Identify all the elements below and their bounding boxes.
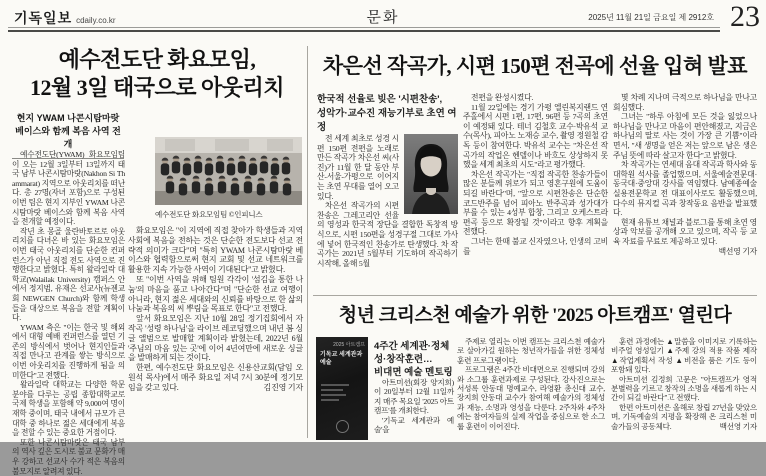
portrait-illustration xyxy=(404,134,458,214)
psalms-article-headline: 차은선 작곡가, 시편 150편 전곡에 선율 입혀 발표 xyxy=(322,54,748,78)
artcamp-article-headline: 청년 크리스천 예술가 위한 '2025 아트캠프' 열린다 xyxy=(338,305,732,326)
psalms-article-subhead xyxy=(317,93,459,135)
paragraph: 몇 차례 지나며 극적으로 하나님을 만나고 회심했다. xyxy=(613,93,757,112)
poster-title: 기독교 세계관과 예술 xyxy=(320,352,363,366)
paragraph: 아트미션 김정희 고문은 "아트캠프가 영적 분별력을 기르고 창작의 소명을 새롭게 하는 시간이 되길 바란다"고 전했다. xyxy=(611,374,757,403)
poster-logo-mark xyxy=(336,420,349,433)
paragraph: 아트미션(회장 양지희)이 20일부터 12월 11일까지 매주 목요일 '2025 아트캠프'를 개최한다. xyxy=(374,378,454,416)
site-url: cdaily.co.kr xyxy=(76,16,116,25)
subhead-line: 베이스와 함께 복음 사역 전개 xyxy=(15,126,121,149)
paragraph: 작년 초 몽골 울란바토르로 아웃리치를 다녀온 바 있는 화요모임은 이번 태국 아웃리치를 단순한 컨퍼런스가 아닌 직접 전도 사역으로 진행한다고 밝혔다. 특히 왈라일락 대학교(Walailak University) 캠퍼스 안에서 정지범, 유재은 선교사(뉴젠교회 NEWGEN Church)와 함께 학생들을 대상으로 복음을 전할 계획이다. xyxy=(12,226,125,323)
composer-portrait-photo xyxy=(404,134,458,214)
paragraph: 차은선 작곡가는 "직접 작곡한 찬송가들이 많은 분들께 위로가 되고 영혼구원에 도움이 되길 바란다"며, "앞으로 시편찬송은 단순한 코드반주를 넘어 피아노 반주곡과 성가대가 부를 수 있는 4성부 합창, 그리고 오케스트라 편곡 등으로 확장될 것"이라고 향후 계획을 전했다. xyxy=(463,169,608,237)
date-line: 2025년 11월 21일 금요일 제 2912호 xyxy=(588,13,714,22)
paragraph: 전 세계 최초로 성경 시편 150편 전편을 노래로 만든 작곡가 차은선 씨(사진)가 11월 한 달 동안 부산-서울-가평으로 이어지는 초연 무대를 열어 오고 있다. xyxy=(317,134,399,201)
paragraph: YWAM 측은 "이는 한국 및 해외에서 대형 예배 컨퍼런스를 열던 기존의 방식에서 벗어나 현지인들과 직접 만나고 관계를 쌓는 방식으로 이번 아웃리치를 진행하게 됨을 의미한다"고 전했다. xyxy=(12,322,125,380)
paragraph: 또한 나콘시탐마랏은 태국 남부의 역사 깊은 도시로 불교 문화가 매우 강하고 선교사 수가 적은 복음의 불모지로 알려져 있다. xyxy=(12,437,125,476)
article-horizontal-divider xyxy=(313,295,757,296)
page-number: 23 xyxy=(730,0,760,33)
paragraph: 주제로 열리는 이번 캠프는 크리스천 예술가로 살아가길 원하는 청년작가들을 위한 정체성 훈련 프로그램이다. xyxy=(457,337,605,365)
paragraph-text: 한편 아트미션은 올해로 창립 27년을 맞았으며, 기독예술의 지평을 확장해 온 크리스천 미술가들의 공동체다. xyxy=(611,402,757,431)
reporter-byline: 백선영 기자 xyxy=(718,246,757,256)
paragraph-text: 한편, 예수전도단 화요모임은 신용산교회(담임 오원석 목사)에서 매주 화요일 저녁 7시 30분에 정기모임을 갖고 있다. xyxy=(128,363,303,392)
subhead-line: 4주간 세계관·정체성·창작훈련… xyxy=(374,341,450,365)
paragraph: 앞서 화요모임은 지난 10월 28일 정기집회에서 자작곡 '성령 하나님'을 라이브 레코딩했으며 내년 봄 싱글 앨범으로 발매할 계획이라 밝혔는데, 2022년 6월 '주님의 마음 있는 곳'에 이어 4년여만에 새로운 싱글을 발매하게 되는 것이다. xyxy=(128,314,303,363)
paragraph: '기독교 세계관과 예술'을 xyxy=(374,415,454,435)
ywam-article-column-2 xyxy=(128,226,303,440)
ywam-article-column-1 xyxy=(12,150,125,476)
paragraph: 차 작곡가는 연세대 음대 작곡과 학사와 동 대학원 석사를 졸업했으며, 서울예술전문대·동국대·중앙대 강사를 역임했다. 남예종예술실용전문학교 전 대표이사로도 활동했으며, 다수의 뮤지컬 곡과 창작동요 음반을 발표했다. xyxy=(613,160,757,218)
paragraph: 왈라일락 대학교는 다양한 학문 분야를 다루는 공립 종합대학교로 국제 학생을 포함해 약 9,000여 명이 재학 중이며, 태국 내에서 규모가 큰 대학 중 하나로 젊은 세대에게 복음을 전할 수 있는 중요한 거점이다. xyxy=(12,380,125,438)
paragraph: 프로그램은 4주간 비대면으로 진행되며 강의와 소그룹 훈련과제로 구성된다. 강사진으로는 서성록 안동대 명예교수, 라영환 총신대 교수, 장지희 안동대 교수가 참여해 예술가의 정체성과 재능, 소명과 영성을 다룬다. 2주차와 4주차에는 참여자들의 실제 작업을 중심으로 한 소그룹 훈련이 이어진다. xyxy=(457,365,605,431)
artcamp-article-column-3 xyxy=(611,337,757,440)
artcamp-article-subhead xyxy=(374,340,456,379)
paragraph: 예수전도단(YWAM) 화요모임팀이 오는 12월 3일부터 13일까지 태국 남부 나콘시탐마랏(Nakhon Si Thammarat) 지역으로 아웃리치를 떠난다. 총 27명(자녀 포함)으로 구성된 이번 팀은 현지 지부인 YWAM 나콘시탐마랏 베이스와 함께 복음 사역을 전개할 예정이다. xyxy=(12,150,125,227)
subhead-line: 비대면 예술 멘토링 xyxy=(374,367,453,378)
paragraph xyxy=(128,363,303,392)
headline-line: 12월 3일 태국으로 아웃리치 xyxy=(29,75,285,100)
paragraph: 차은선 작곡가의 시편찬송은 그레고리안 선율의 영성과 한국적 장단을 결합한 독창적 방식으로, 시편 150편을 성경구절 그대로 가사에 넣어 한국적인 찬송가로 탄생했다. 차 작곡가는 2021년 5월부터 기도하며 작곡하기 시작해, 올해 5월 xyxy=(317,201,458,268)
header-rule-bottom xyxy=(8,30,720,32)
artcamp-article-column-1 xyxy=(374,378,454,440)
subhead-line: 현지 YWAM 나콘시탐마랏 xyxy=(16,113,120,123)
ywam-article-headline xyxy=(10,46,304,102)
header-rule-top xyxy=(8,27,720,28)
reporter-byline: 김진영 기자 xyxy=(263,382,303,392)
headline-line: 예수전도단 화요모임, xyxy=(58,47,256,72)
paragraph: 전편을 완성시켰다. xyxy=(471,93,534,102)
paragraph: 화요모임은 "이 지역에 직접 찾아가 학생들과 지역 사회에 복음을 전하는 것은 단순한 전도보다 선교 전략적 의미가 크다"며 "특히 YWAM 나콘시탐마랏 베이스와 협력함으로써 현지 교회 및 선교 네트워크를 활용한 지속 가능한 사역이 기대된다"고 밝혔다. xyxy=(128,226,303,275)
poster-top-label: 2025 아트캠프 xyxy=(333,342,365,348)
psalms-article-column-1 xyxy=(317,134,458,290)
section-title: 문화 xyxy=(366,10,400,26)
subhead-line: 한국적 선율로 빚은 '시편찬송', xyxy=(317,94,443,105)
artcamp-article-column-2 xyxy=(457,337,605,440)
poster-text-lines xyxy=(321,381,349,404)
paragraph: 훈련 과정에는 ▲말씀을 이미지로 기록하는 비주얼 영성일기 ▲주제 강의 적용 작품 제작 ▲작업계획서 작성 ▲비전을 품은 기도 등이 포함돼 있다. xyxy=(611,337,757,375)
subhead-line: 성악가·교수진 재능기부로 초연 여정 xyxy=(317,108,457,133)
masthead xyxy=(14,8,116,28)
paragraph: 또 "이번 사역을 위해 팀원 각각이 '섬김을 통한 나눔'의 마음을 품고 나아간다"며 "단순한 선교 여행이 아니라, 현지 젊은 세대와의 신뢰를 바탕으로 한 삶의 나눔과 복음의 씨 뿌림을 목표로 한다"고 전했다. xyxy=(128,274,303,314)
ywam-photo-caption: 예수전도단 화요모임팀 ©인피니스 xyxy=(155,210,263,219)
paragraph: 그녀는 한때 불교 신자였으나, 인생의 고비를 xyxy=(463,236,608,256)
paragraph xyxy=(613,217,757,256)
article-vertical-divider xyxy=(307,46,308,438)
newspaper-logo: 기독일보 xyxy=(14,10,73,26)
paragraph: 11월 22일에는 경기 가평 엘린복지랜드 연주홀에서 시편 1편, 17편, 96편 등 7곡의 초연이 예정돼 있다. 테너 김철호 교수·박유석 교수(목사), 피아노 노재승 교수, 촬영 정원철 감독 등이 참여한다. 박유석 교수는 "차은선 작곡가의 작업은 헨델이나 바흐도 상상하지 못했을 세계 최초의 시도"라고 평가했다. xyxy=(463,102,608,170)
group-photo-illustration xyxy=(155,137,302,205)
artcamp-poster-image xyxy=(316,337,368,440)
psalms-article-column-3 xyxy=(613,93,757,290)
paragraph: 그녀는 "하루 아침에 모든 것을 잃었으나 하나님을 만나고 마음이 편안해졌고, 지금은 하나님의 딸로 사는 것이 가장 큰 기쁨"이라면서, "새 생명을 얻은 저는 앞으로 남은 생은 주님 뜻에 따라 살고자 한다"고 밝혔다. xyxy=(613,112,757,160)
paragraph-text: 현재 유튜브 채널과 블로그를 통해 초연 영상과 악보를 공개해 오고 있으며, 작곡 등 교육 자료를 무료로 제공하고 있다. xyxy=(613,217,757,246)
ywam-team-photo xyxy=(155,137,302,205)
paragraph xyxy=(611,403,757,431)
reporter-byline: 백선영 기자 xyxy=(719,421,757,431)
psalms-article-column-2 xyxy=(463,93,608,290)
